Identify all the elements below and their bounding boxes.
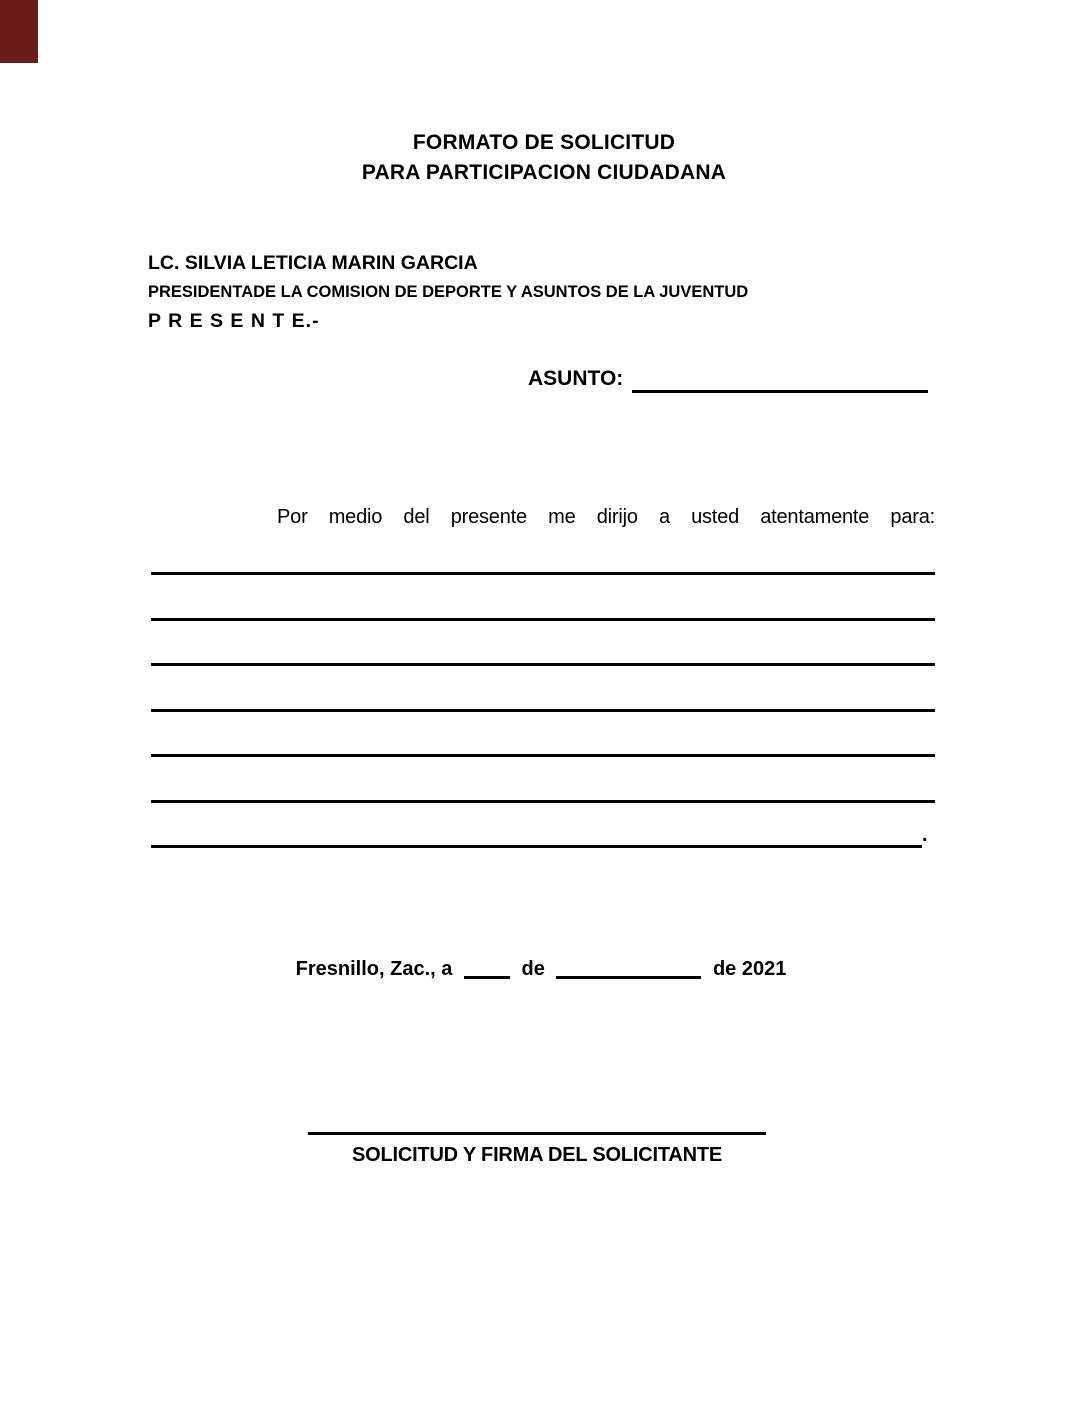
ruled-line[interactable]	[151, 663, 935, 666]
ruled-line[interactable]	[151, 800, 935, 803]
subject-label: ASUNTO:	[528, 367, 624, 390]
title-line-2: PARA PARTICIPACION CIUDADANA	[361, 161, 727, 184]
date-line	[0, 958, 1088, 981]
document-title	[0, 128, 1088, 188]
signature-line-field[interactable]	[308, 1132, 766, 1135]
ruled-line[interactable]	[151, 572, 935, 575]
title-line-1: FORMATO DE SOLICITUD	[412, 131, 676, 154]
ruled-line[interactable]	[151, 709, 935, 712]
body-intro-text: Por medio del presente me dirijo a usted atentamente para:	[277, 506, 935, 528]
addressee-block	[148, 249, 748, 336]
recipient-salutation: P R E S E N T E.-	[148, 310, 320, 332]
body-writing-lines	[151, 572, 935, 891]
date-prefix: Fresnillo, Zac., a	[295, 958, 453, 980]
day-blank-field[interactable]	[464, 976, 510, 979]
date-suffix: de 2021	[712, 958, 787, 980]
sentence-period: .	[922, 824, 928, 846]
recipient-role: PRESIDENTADE LA COMISION DE DEPORTE Y ASUNTOS DE LA JUVENTUD	[148, 283, 749, 301]
corner-mark	[0, 0, 38, 63]
recipient-name: LC. SILVIA LETICIA MARIN GARCIA	[148, 252, 478, 274]
ruled-line[interactable]	[151, 618, 935, 621]
date-connector: de	[521, 958, 545, 980]
signature-label: SOLICITUD Y FIRMA DEL SOLICITANTE	[351, 1144, 723, 1166]
subject-blank-field[interactable]	[632, 390, 928, 393]
ruled-line[interactable]	[151, 845, 922, 848]
ruled-line[interactable]	[151, 754, 935, 757]
month-blank-field[interactable]	[556, 976, 701, 979]
